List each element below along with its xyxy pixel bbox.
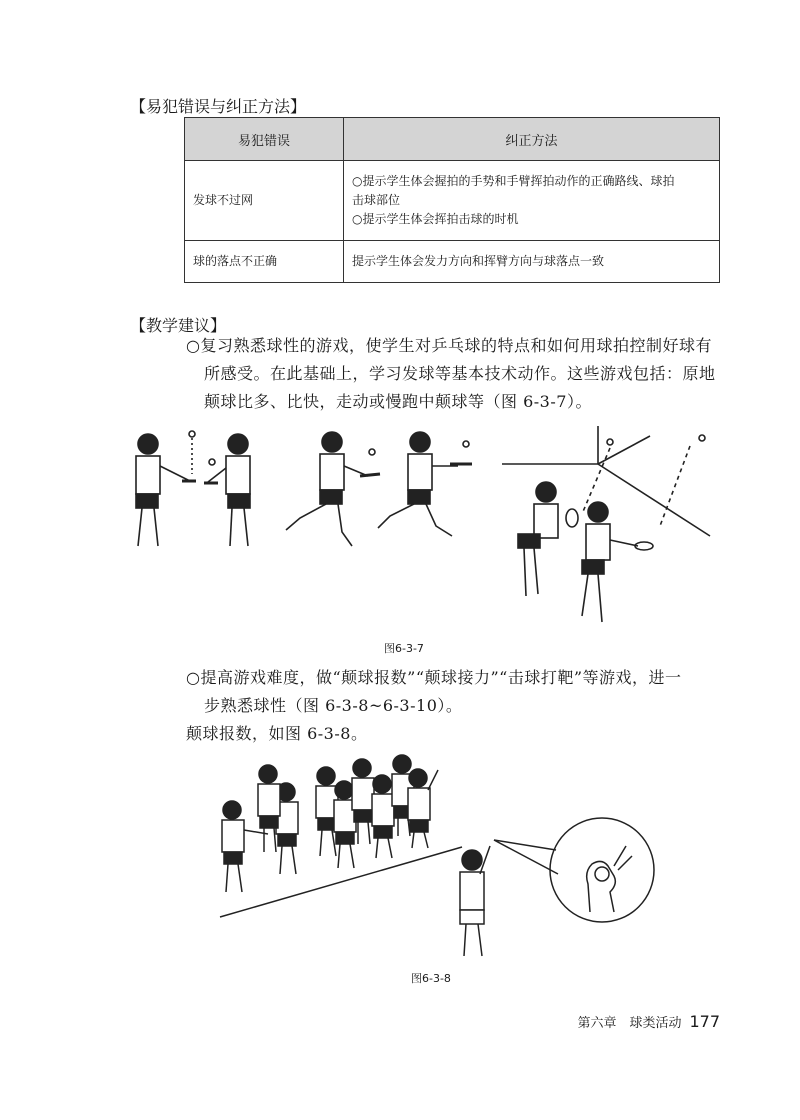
table-row bbox=[185, 161, 720, 241]
table-header-error: 易犯错误 bbox=[185, 118, 344, 161]
kid-figure bbox=[378, 432, 472, 536]
fix-line: 击球部位 bbox=[352, 193, 401, 207]
errors-section-title: 【易犯错误与纠正方法】 bbox=[130, 97, 307, 116]
figure-6-3-7-illustration bbox=[120, 426, 740, 626]
fix-line: ○提示学生体会挥拍击球的时机 bbox=[352, 212, 519, 226]
table-cell-fix: 提示学生体会发力方向和挥臂方向与球落点一致 bbox=[344, 241, 720, 283]
kid-figure bbox=[136, 434, 196, 546]
advice-paragraph-1 bbox=[186, 332, 716, 416]
paragraph-line: ○提高游戏难度，做“颠球报数”“颠球接力”“击球打靶”等游戏，进一 bbox=[186, 668, 682, 687]
ball-icon bbox=[209, 459, 215, 465]
kid-figure bbox=[204, 434, 250, 546]
fix-line: ○提示学生体会握拍的手势和手臂挥拍动作的正确路线、球拍 bbox=[352, 174, 675, 188]
table-cell-error: 球的落点不正确 bbox=[185, 241, 344, 283]
table-header-fix: 纠正方法 bbox=[344, 118, 720, 161]
page-number: 177 bbox=[689, 1012, 720, 1031]
paragraph-line: 所感受。在此基础上，学习发球等基本技术动作。这些游戏包括：原地 bbox=[204, 364, 716, 383]
ok-hand-sign-icon bbox=[550, 818, 654, 922]
paragraph-line: 颠球比多、比快，走动或慢跑中颠球等（图 6-3-7）。 bbox=[204, 392, 592, 411]
kid-figure bbox=[286, 432, 380, 546]
table-cell-error: 发球不过网 bbox=[185, 161, 344, 241]
ball-icon bbox=[463, 441, 469, 447]
ball-icon bbox=[699, 435, 705, 441]
kid-figure bbox=[582, 502, 653, 622]
advice-section-title: 【教学建议】 bbox=[130, 316, 227, 335]
figure-2-caption: 图6-3-8 bbox=[411, 972, 451, 985]
teacher-figure bbox=[460, 846, 490, 956]
figure-6-3-8-illustration bbox=[210, 752, 690, 967]
ball-icon bbox=[607, 439, 613, 445]
paragraph-line: ○复习熟悉球性的游戏，使学生对乒乓球的特点和如何用球拍控制好球有 bbox=[186, 336, 712, 355]
ball-icon bbox=[189, 431, 195, 437]
table-header-row bbox=[185, 118, 720, 161]
advice-paragraph-2 bbox=[186, 664, 682, 720]
paragraph-line: 步熟悉球性（图 6-3-8~6-3-10）。 bbox=[204, 696, 463, 715]
chapter-label: 第六章 球类活动 bbox=[577, 1016, 682, 1031]
figure-1-caption: 图6-3-7 bbox=[384, 642, 424, 655]
advice-paragraph-3: 颠球报数，如图 6-3-8。 bbox=[186, 724, 368, 743]
page-footer bbox=[577, 1012, 720, 1031]
kid-group bbox=[222, 755, 438, 892]
kid-figure bbox=[518, 482, 578, 596]
table-cell-fix bbox=[344, 161, 720, 241]
table-row bbox=[185, 241, 720, 283]
ground-line bbox=[220, 847, 462, 917]
ball-icon bbox=[369, 449, 375, 455]
errors-table bbox=[184, 117, 720, 283]
